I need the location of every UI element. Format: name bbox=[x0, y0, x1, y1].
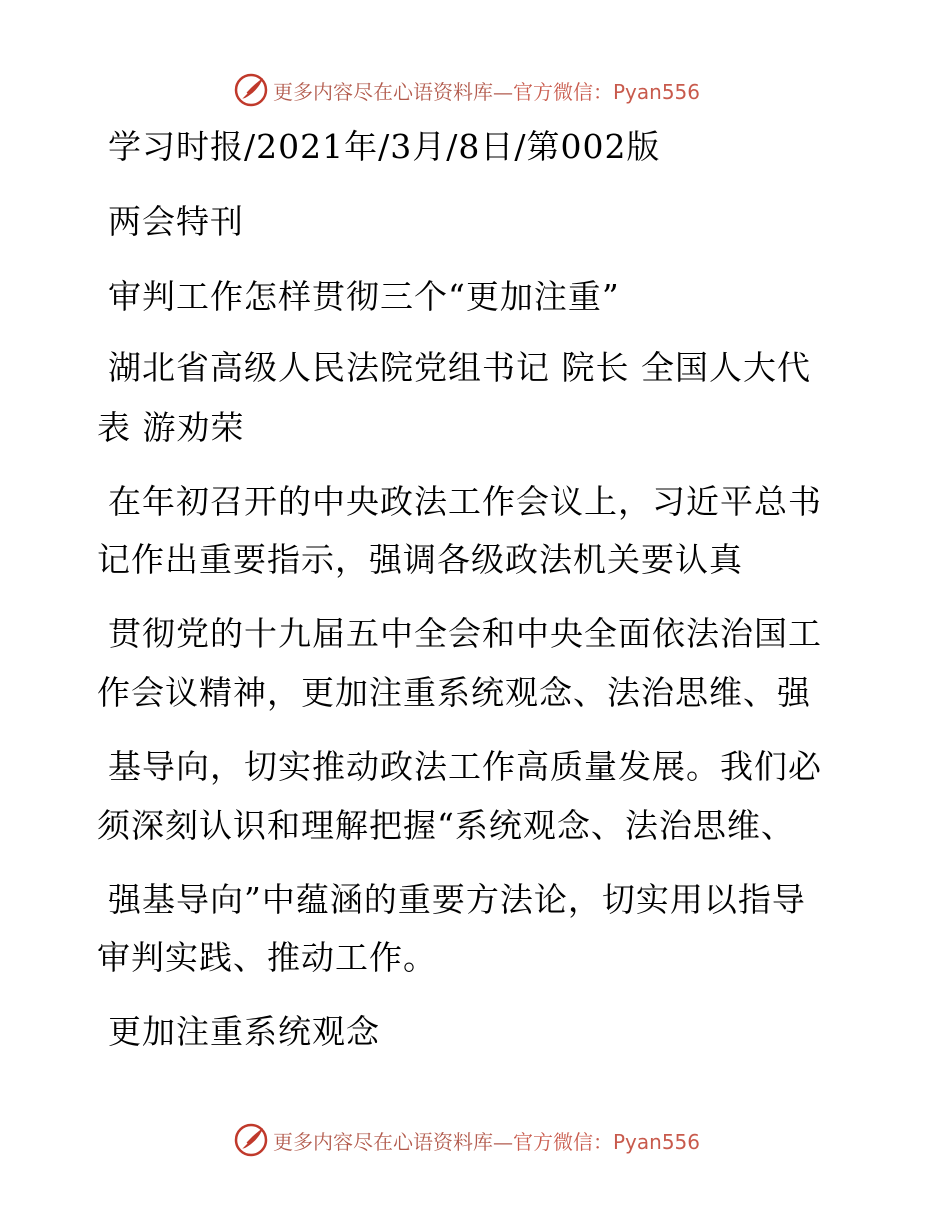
paragraph-3-line-1: 基导向，切实推动政法工作高质量发展。我们必 bbox=[108, 747, 822, 786]
section-subheading: 更加注重系统观念 bbox=[108, 1012, 380, 1051]
watermark-main-text: 更多内容尽在心语资料库— bbox=[273, 1129, 513, 1154]
watermark-contact-text: 官方微信：Pyan556 bbox=[513, 79, 701, 104]
column-name: 两会特刊 bbox=[108, 202, 244, 241]
paragraph-1-line-2: 记作出重要指示，强调各级政法机关要认真 bbox=[97, 540, 743, 579]
paragraph-1-line-1: 在年初召开的中央政法工作会议上，习近平总书 bbox=[108, 482, 822, 521]
article-title: 审判工作怎样贯彻三个“更加注重” bbox=[108, 277, 620, 316]
watermark-header bbox=[233, 70, 700, 110]
feather-logo-icon bbox=[233, 1122, 269, 1158]
watermark-footer bbox=[233, 1120, 700, 1160]
feather-logo-icon bbox=[233, 72, 269, 108]
paragraph-2-line-1: 贯彻党的十九届五中全会和中央全面依法治国工 bbox=[108, 614, 822, 653]
author-line-1: 湖北省高级人民法院党组书记 院长 全国人大代 bbox=[108, 348, 811, 387]
author-line-2: 表 游劝荣 bbox=[97, 408, 245, 447]
paragraph-2-line-2: 作会议精神，更加注重系统观念、法治思维、强 bbox=[97, 673, 811, 712]
paragraph-3-line-2: 须深刻认识和理解把握“系统观念、法治思维、 bbox=[97, 806, 795, 845]
paragraph-4-line-2: 审判实践、推动工作。 bbox=[97, 938, 437, 977]
paragraph-4-line-1: 强基导向”中蕴涵的重要方法论，切实用以指导 bbox=[108, 880, 806, 919]
article-source: 学习时报/2021年/3月/8日/第002版 bbox=[108, 127, 661, 166]
watermark-contact-text: 官方微信：Pyan556 bbox=[513, 1129, 701, 1154]
watermark-main-text: 更多内容尽在心语资料库— bbox=[273, 79, 513, 104]
